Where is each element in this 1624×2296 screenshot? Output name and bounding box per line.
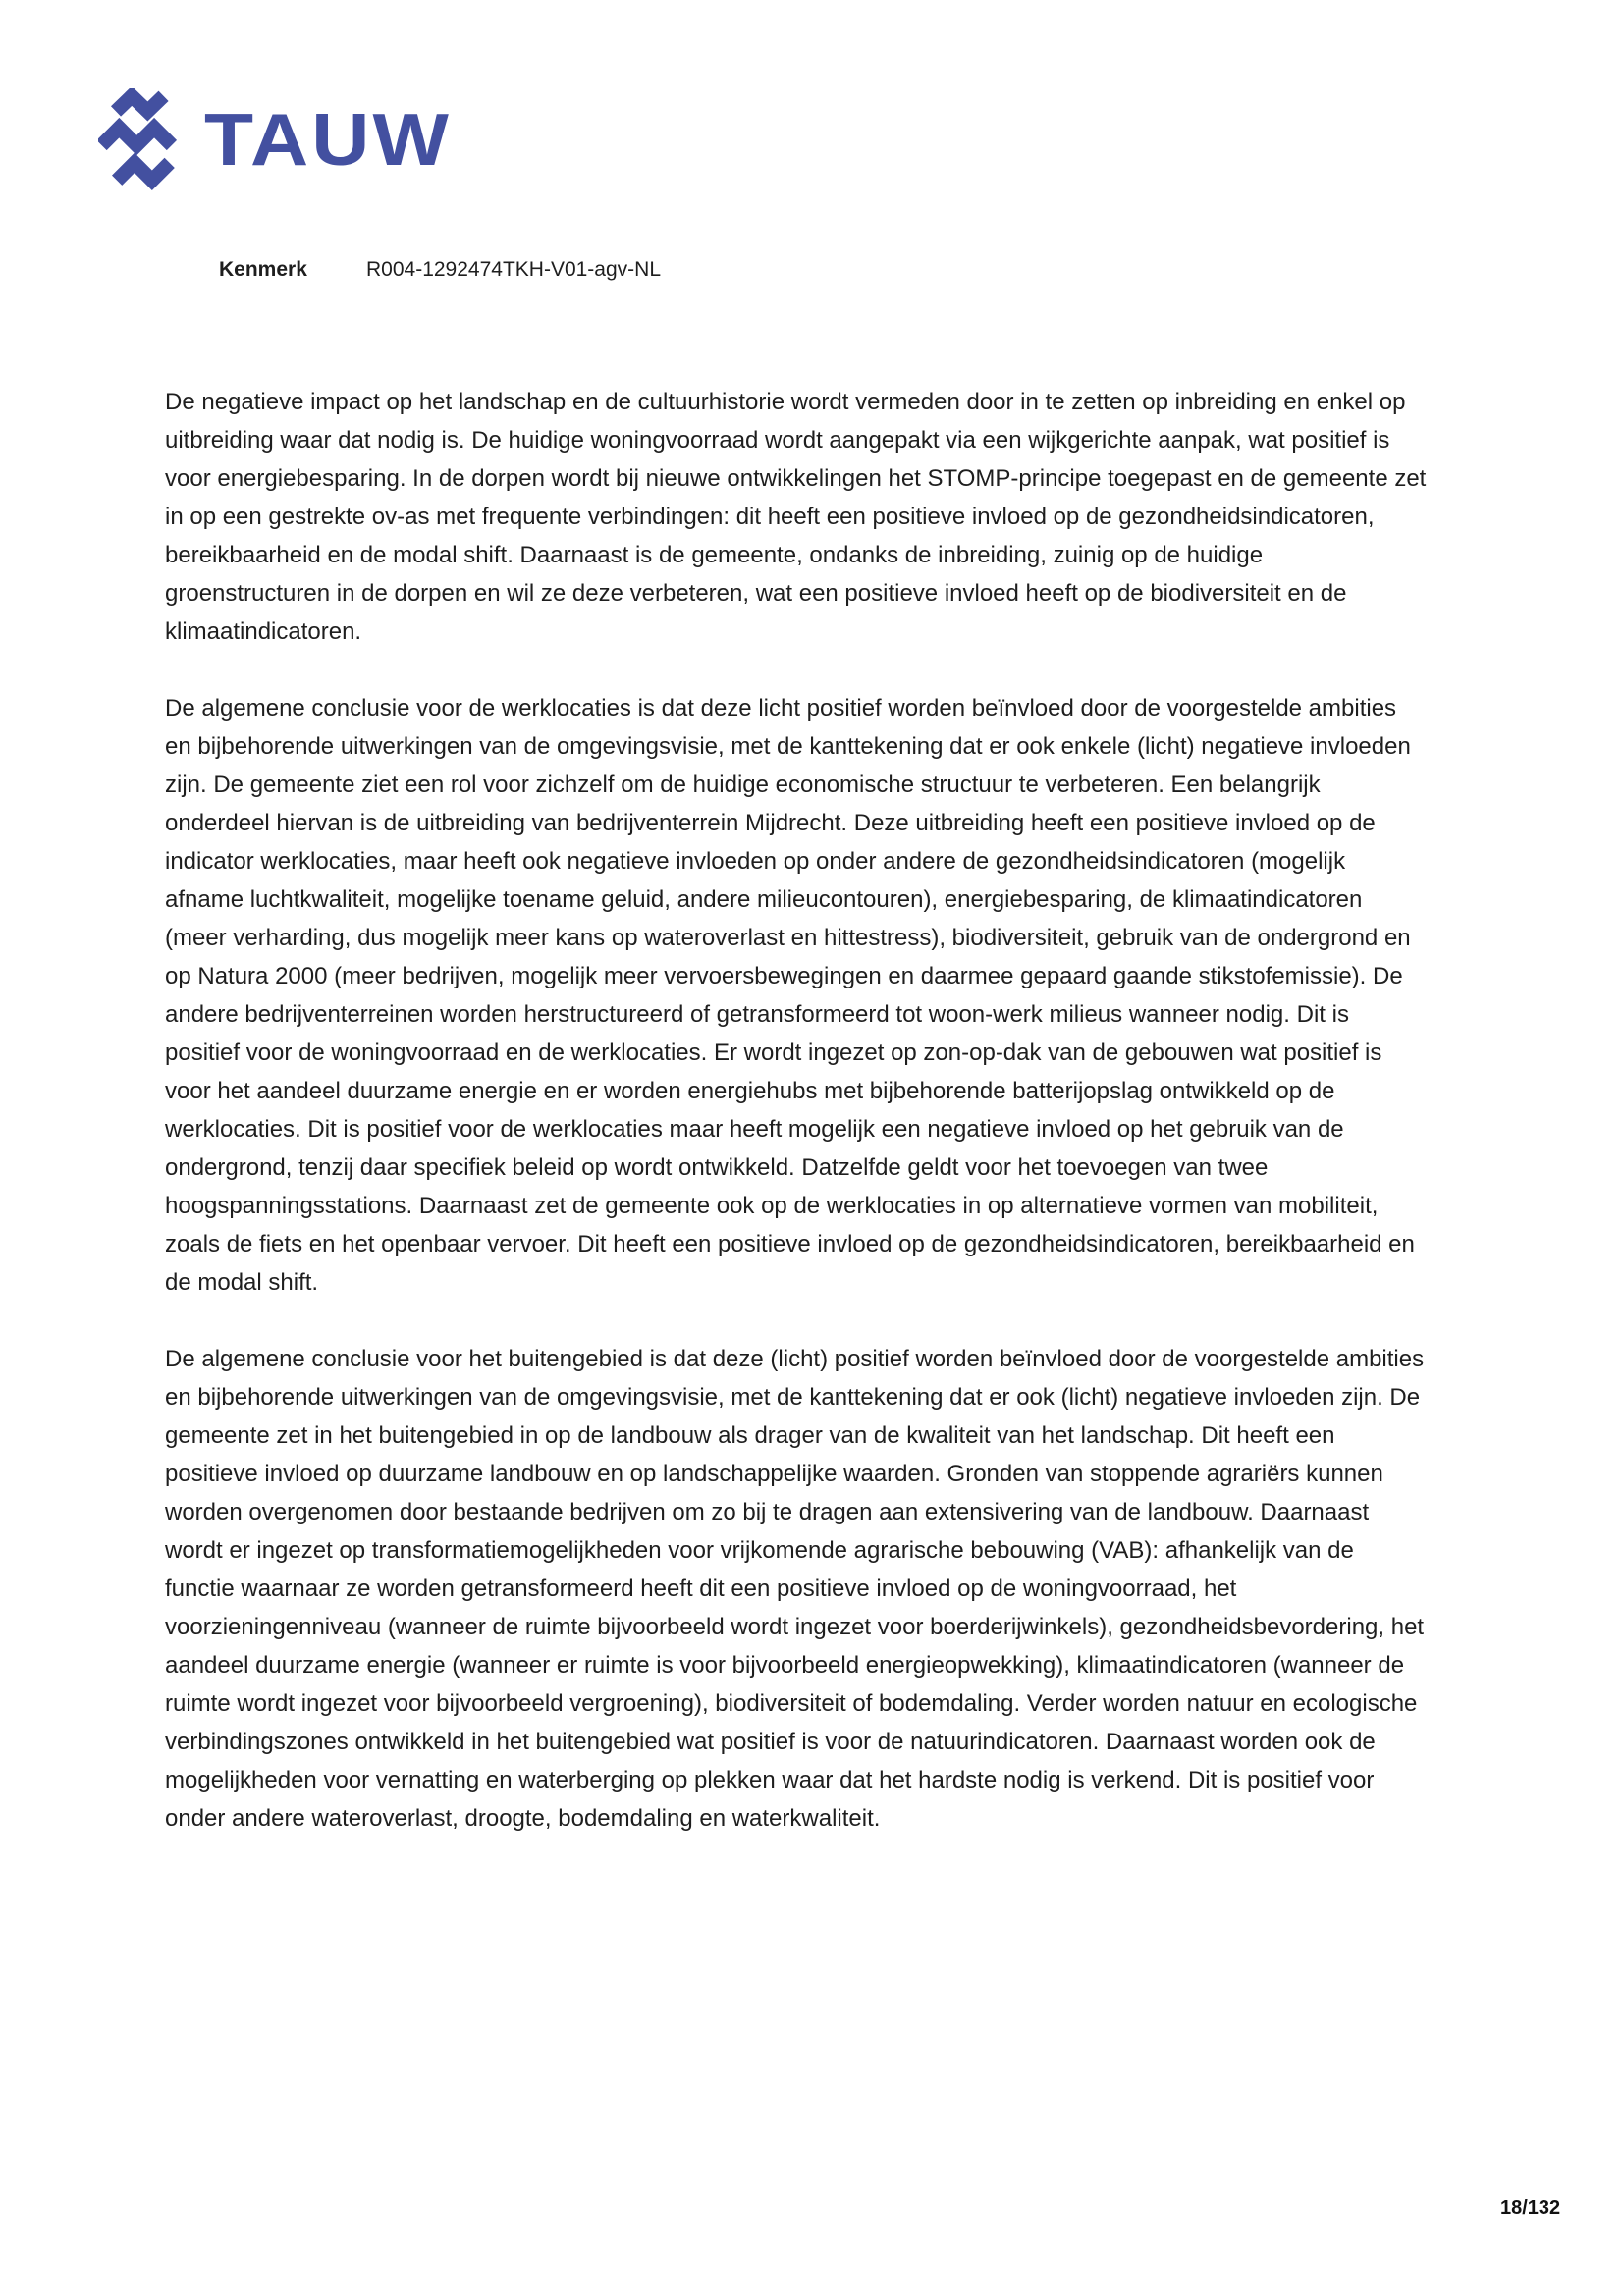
page-number: 18/132 [1500,2197,1561,2218]
kenmerk-row [219,257,661,283]
paragraph-werklocaties-conclusie: De algemene conclusie voor de werklocaties is dat deze licht positief worden beïnvloed door de voorgestelde ambities en bijbehorende uitwerkingen van de omgevingsvisie, met de kanttekening dat er ook enkele (licht) negatieve invloeden zijn. De gemeente ziet een rol voor zichzelf om de huidige economische structuur te verbeteren. Een belangrijk onderdeel hiervan is de uitbreiding van bedrijventerrein Mijdrecht. Deze uitbreiding heeft een positieve invloed op de indicator werklocaties, maar heeft ook negatieve invloeden op onder andere de gezondheidsindicatoren (mogelijk afname luchtkwaliteit, mogelijke toename geluid, andere milieucontouren), energiebesparing, de klimaatindicatoren (meer verharding, dus mogelijk meer kans op wateroverlast en hittestress), biodiversiteit, gebruik van de ondergrond en op Natura 2000 (meer bedrijven, mogelijk meer vervoersbewegingen en daarmee gepaard gaande stikstofemissie). De andere bedrijventerreinen worden herstructureerd of getransformeerd tot woon-werk milieus wanneer nodig. Dit is positief voor de woningvoorraad en de werklocaties. Er wordt ingezet op zon-op-dak van de gebouwen wat positief is voor het aandeel duurzame energie en er worden energiehubs met bijbehorende batterijopslag ontwikkeld op de werklocaties. Dit is positief voor de werklocaties maar heeft mogelijk een negatieve invloed op het gebruik van de ondergrond, tenzij daar specifiek beleid op wordt ontwikkeld. Datzelfde geldt voor het toevoegen van twee hoogspanningsstations. Daarnaast zet de gemeente ook op de werklocaties in op alternatieve vormen van mobiliteit, zoals de fiets en het openbaar vervoer. Dit heeft een positieve invloed op de gezondheidsindicatoren, bereikbaarheid en de modal shift. [165,695,1415,1296]
paragraph-dorpen-conclusie: De negatieve impact op het landschap en de cultuurhistorie wordt vermeden door in te zetten op inbreiding en enkel op uitbreiding waar dat nodig is. De huidige woningvoorraad wordt aangepakt via een wijkgerichte aanpak, wat positief is voor energiebesparing. In de dorpen wordt bij nieuwe ontwikkelingen het STOMP-principe toegepast en de gemeente zet in op een gestrekte ov-as met frequente verbindingen: dit heeft een positieve invloed op de gezondheidsindicatoren, bereikbaarheid en de modal shift. Daarnaast is de gemeente, ondanks de inbreiding, zuinig op de huidige groenstructuren in de dorpen en wil ze deze verbeteren, wat een positieve invloed heeft op de biodiversiteit en de klimaatindicatoren. [165,389,1427,645]
tauw-logo [98,88,452,192]
tauw-logo-text: TAUW [204,98,452,182]
kenmerk-label: Kenmerk [219,258,307,281]
document-body [165,383,1427,1876]
kenmerk-value: R004-1292474TKH-V01-agv-NL [366,258,661,281]
paragraph-buitengebied-conclusie: De algemene conclusie voor het buitengebied is dat deze (licht) positief worden beïnvloed door de voorgestelde ambities en bijbehorende uitwerkingen van de omgevingsvisie, met de kanttekening dat er ook (licht) negatieve invloeden zijn. De gemeente zet in het buitengebied in op de landbouw als drager van de kwaliteit van het landschap. Dit heeft een positieve invloed op duurzame landbouw en op landschappelijke waarden. Gronden van stoppende agrariërs kunnen worden overgenomen door bestaande bedrijven om zo bij te dragen aan extensivering van de landbouw. Daarnaast wordt er ingezet op transformatiemogelijkheden voor vrijkomende agrarische bebouwing (VAB): afhankelijk van de functie waarnaar ze worden getransformeerd heeft dit een positieve invloed op de woningvoorraad, het voorzieningenniveau (wanneer de ruimte bijvoorbeeld wordt ingezet voor boerderijwinkels), gezondheidsbevordering, het aandeel duurzame energie (wanneer er ruimte is voor bijvoorbeeld energieopwekking), klimaatindicatoren (wanneer de ruimte wordt ingezet voor bijvoorbeeld vergroening), biodiversiteit of bodemdaling. Verder worden natuur en ecologische verbindingszones ontwikkeld in het buitengebied wat positief is voor de natuurindicatoren. Daarnaast worden ook de mogelijkheden voor vernatting en waterberging op plekken waar dat het hardste nodig is verkend. Dit is positief voor onder andere wateroverlast, droogte, bodemdaling en waterkwaliteit. [165,1346,1425,1832]
tauw-waves-icon [98,88,181,192]
